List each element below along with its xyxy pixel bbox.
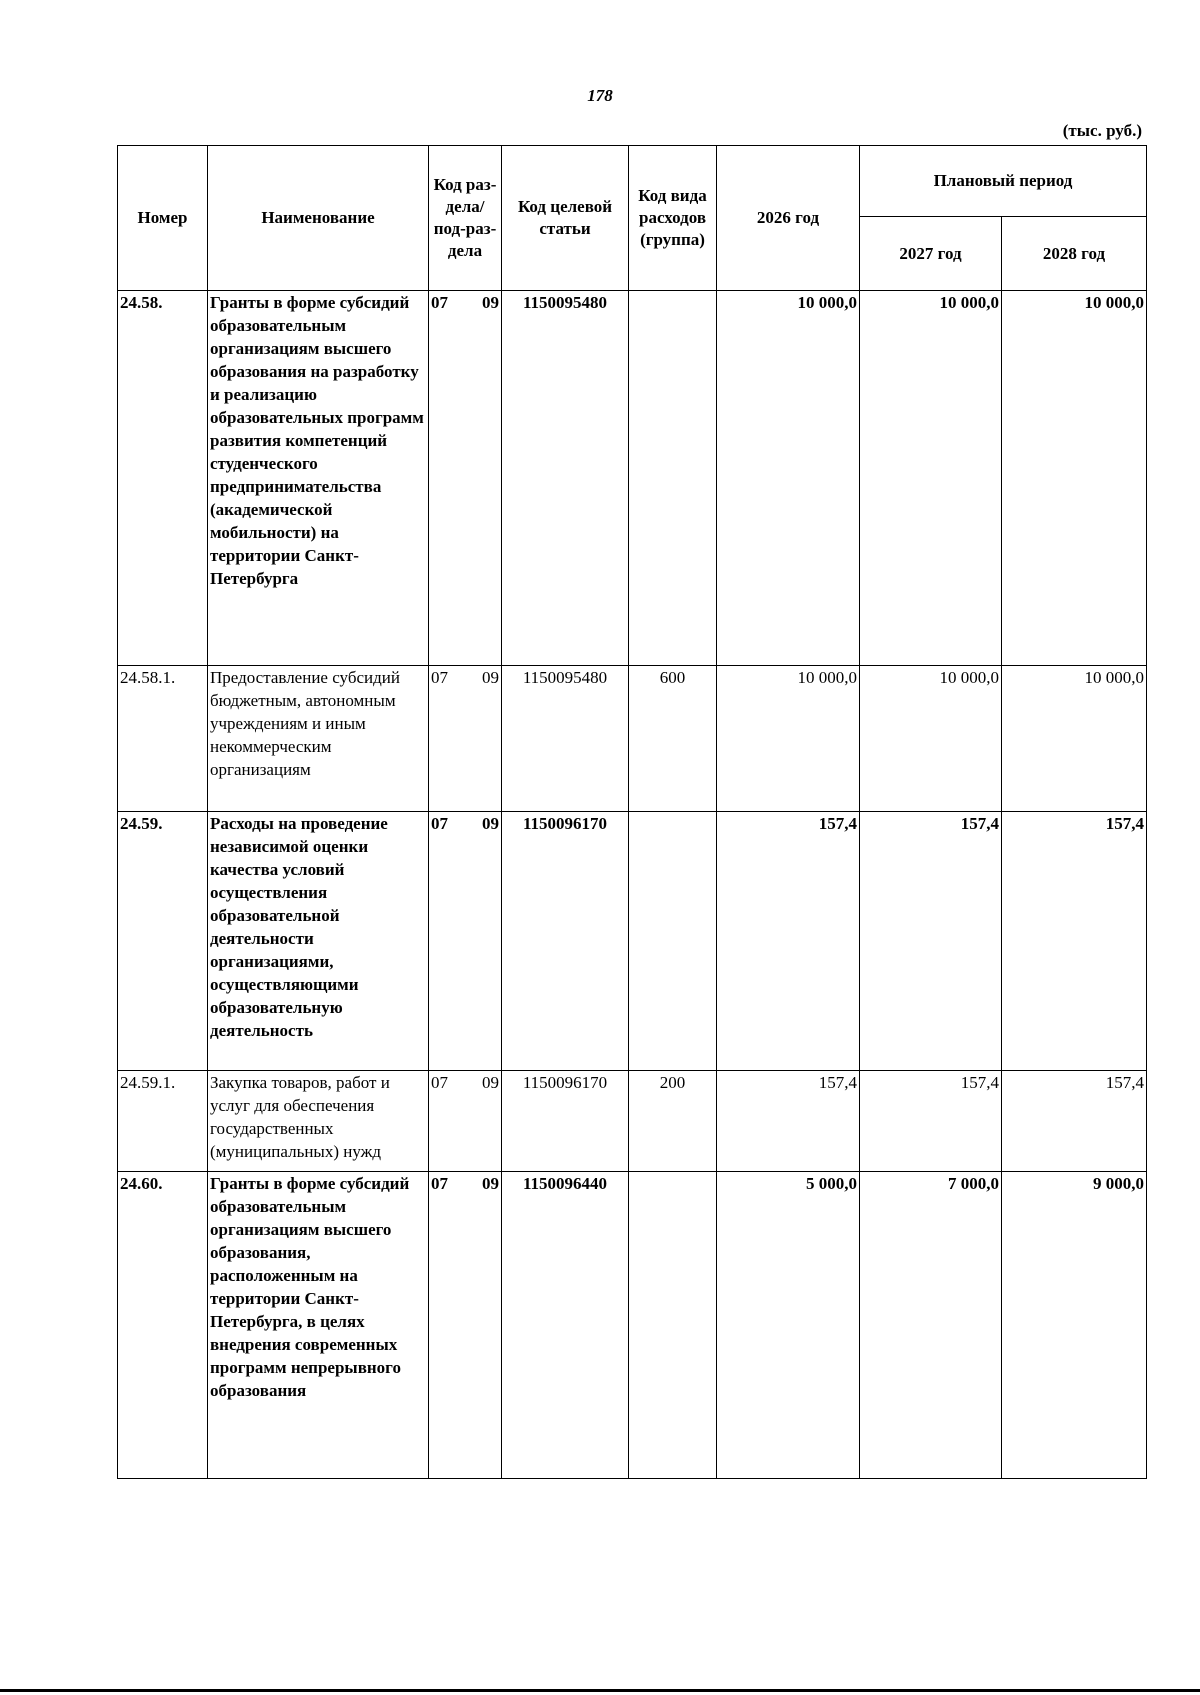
section-code: 07 — [431, 293, 448, 312]
header-name: Наименование — [208, 146, 429, 291]
units-label: (тыс. руб.) — [1062, 121, 1142, 140]
row-amount-2028: 10 000,0 — [1002, 291, 1147, 666]
row-amount-2028: 157,4 — [1002, 812, 1147, 1071]
row-amount-2028: 9 000,0 — [1002, 1172, 1147, 1479]
row-amount-2027: 157,4 — [860, 1071, 1002, 1172]
row-name: Расходы на проведение независимой оценки качества условий осуществления образовательной деятельности организациями, осуществляющими образовательную деятельность — [208, 812, 429, 1071]
row-number: 24.59. — [118, 812, 208, 1071]
row-section-code — [429, 666, 502, 812]
row-amount-2028: 157,4 — [1002, 1071, 1147, 1172]
section-code: 07 — [431, 1174, 448, 1193]
row-amount-2026: 157,4 — [717, 812, 860, 1071]
row-section-code — [429, 1172, 502, 1479]
header-year-2026: 2026 год — [717, 146, 860, 291]
table-row — [118, 291, 1147, 666]
row-target-code: 1150096170 — [502, 1071, 629, 1172]
row-number: 24.58.1. — [118, 666, 208, 812]
subsection-code: 09 — [482, 293, 499, 312]
scan-bottom-edge — [0, 1689, 1200, 1692]
row-name: Гранты в форме субсидий образовательным организациям высшего образования на разработку и реализацию образовательных программ развития компетенций студенческого предпринимательства (академической мобильности) на территории Санкт-Петербурга — [208, 291, 429, 666]
section-code: 07 — [431, 1073, 448, 1092]
header-section: Код раз-дела/ под-раз-дела — [429, 146, 502, 291]
section-code: 07 — [431, 668, 448, 687]
header-planned-period: Плановый период — [860, 146, 1147, 217]
row-name: Закупка товаров, работ и услуг для обеспечения государственных (муниципальных) нужд — [208, 1071, 429, 1172]
row-target-code: 1150095480 — [502, 666, 629, 812]
subsection-code: 09 — [482, 814, 499, 833]
row-target-code: 1150096170 — [502, 812, 629, 1071]
row-expense-type — [629, 812, 717, 1071]
row-section-code — [429, 1071, 502, 1172]
row-amount-2027: 7 000,0 — [860, 1172, 1002, 1479]
row-amount-2026: 10 000,0 — [717, 291, 860, 666]
row-name: Предоставление субсидий бюджетным, автономным учреждениям и иным некоммерческим организациям — [208, 666, 429, 812]
subsection-code: 09 — [482, 1174, 499, 1193]
row-amount-2026: 157,4 — [717, 1071, 860, 1172]
row-section-code — [429, 291, 502, 666]
row-amount-2026: 5 000,0 — [717, 1172, 860, 1479]
row-number: 24.59.1. — [118, 1071, 208, 1172]
row-amount-2027: 157,4 — [860, 812, 1002, 1071]
table-row — [118, 812, 1147, 1071]
row-number: 24.60. — [118, 1172, 208, 1479]
table-header-row — [118, 146, 1147, 217]
header-target: Код целевой статьи — [502, 146, 629, 291]
header-year-2028: 2028 год — [1002, 217, 1147, 291]
row-expense-type: 600 — [629, 666, 717, 812]
row-name: Гранты в форме субсидий образовательным организациям высшего образования, расположенным на территории Санкт-Петербурга, в целях внедрения современных программ непрерывного образования — [208, 1172, 429, 1479]
table-row — [118, 1172, 1147, 1479]
row-section-code — [429, 812, 502, 1071]
budget-table — [117, 145, 1147, 1479]
row-amount-2026: 10 000,0 — [717, 666, 860, 812]
page-number: 178 — [587, 86, 613, 105]
row-target-code: 1150095480 — [502, 291, 629, 666]
subsection-code: 09 — [482, 1073, 499, 1092]
row-number: 24.58. — [118, 291, 208, 666]
row-expense-type: 200 — [629, 1071, 717, 1172]
table-row — [118, 666, 1147, 812]
row-amount-2027: 10 000,0 — [860, 666, 1002, 812]
subsection-code: 09 — [482, 668, 499, 687]
section-code: 07 — [431, 814, 448, 833]
table-row — [118, 1071, 1147, 1172]
row-amount-2028: 10 000,0 — [1002, 666, 1147, 812]
row-expense-type — [629, 291, 717, 666]
row-amount-2027: 10 000,0 — [860, 291, 1002, 666]
row-expense-type — [629, 1172, 717, 1479]
header-expense-type: Код вида расходов (группа) — [629, 146, 717, 291]
row-target-code: 1150096440 — [502, 1172, 629, 1479]
header-number: Номер — [118, 146, 208, 291]
header-year-2027: 2027 год — [860, 217, 1002, 291]
